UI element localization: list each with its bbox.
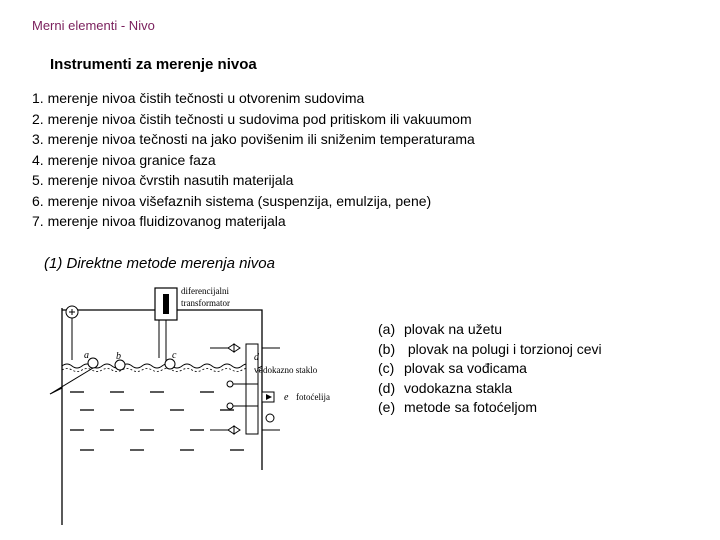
legend-item bbox=[378, 359, 602, 379]
legend-key: (a) bbox=[378, 321, 396, 337]
section-heading: (1) Direktne metode merenja nivoa bbox=[44, 255, 275, 272]
legend-key: (d) bbox=[378, 379, 396, 396]
legend-text: plovak na polugi i torzionoj cevi bbox=[404, 340, 602, 357]
page-title: Instrumenti za merenje nivoa bbox=[50, 56, 257, 73]
legend-item bbox=[378, 379, 602, 399]
legend-item bbox=[378, 340, 602, 360]
legend-key: (e) bbox=[378, 399, 396, 415]
label-e: e bbox=[284, 392, 289, 403]
label-a: a bbox=[84, 350, 89, 361]
legend-key: (b) bbox=[378, 340, 396, 357]
method-list bbox=[32, 88, 475, 232]
legend-item bbox=[378, 320, 602, 340]
sight-glass-label: vodokazno staklo bbox=[254, 365, 318, 375]
legend-text: plovak sa vođicama bbox=[404, 360, 527, 376]
list-item: 3. merenje nivoa tečnosti na jako povišenim ili sniženim temperaturama bbox=[32, 131, 475, 147]
legend-key: (c) bbox=[378, 360, 395, 376]
legend-text: plovak na užetu bbox=[404, 321, 503, 337]
list-item: 5. merenje nivoa čvrstih nasutih materijala bbox=[32, 172, 294, 188]
photocell-label: fotoćelija bbox=[296, 392, 330, 402]
legend-text: vodokazna stakla bbox=[404, 379, 513, 396]
list-item: 6. merenje nivoa višefaznih sistema (suspenzija, emulzija, pene) bbox=[32, 192, 432, 209]
label-b: b bbox=[116, 351, 121, 362]
transformer-label-2: transformator bbox=[181, 298, 230, 308]
legend-text: metode sa fotoćeljom bbox=[404, 399, 538, 415]
list-item: 7. merenje nivoa fluidizovanog materijala bbox=[32, 213, 286, 229]
list-item: 2. merenje nivoa čistih tečnosti u sudovima pod pritiskom ili vakuumom bbox=[32, 110, 472, 127]
page-header: Merni elementi - Nivo bbox=[32, 18, 155, 33]
level-measurement-diagram bbox=[40, 270, 360, 540]
transformer-label-1: diferencijalni bbox=[181, 286, 229, 296]
list-item: 1. merenje nivoa čistih tečnosti u otvorenim sudovima bbox=[32, 90, 365, 106]
legend-item bbox=[378, 398, 602, 418]
label-d: d bbox=[254, 352, 259, 363]
list-item: 4. merenje nivoa granice faza bbox=[32, 151, 216, 168]
label-c: c bbox=[172, 350, 177, 361]
method-legend bbox=[378, 320, 602, 418]
